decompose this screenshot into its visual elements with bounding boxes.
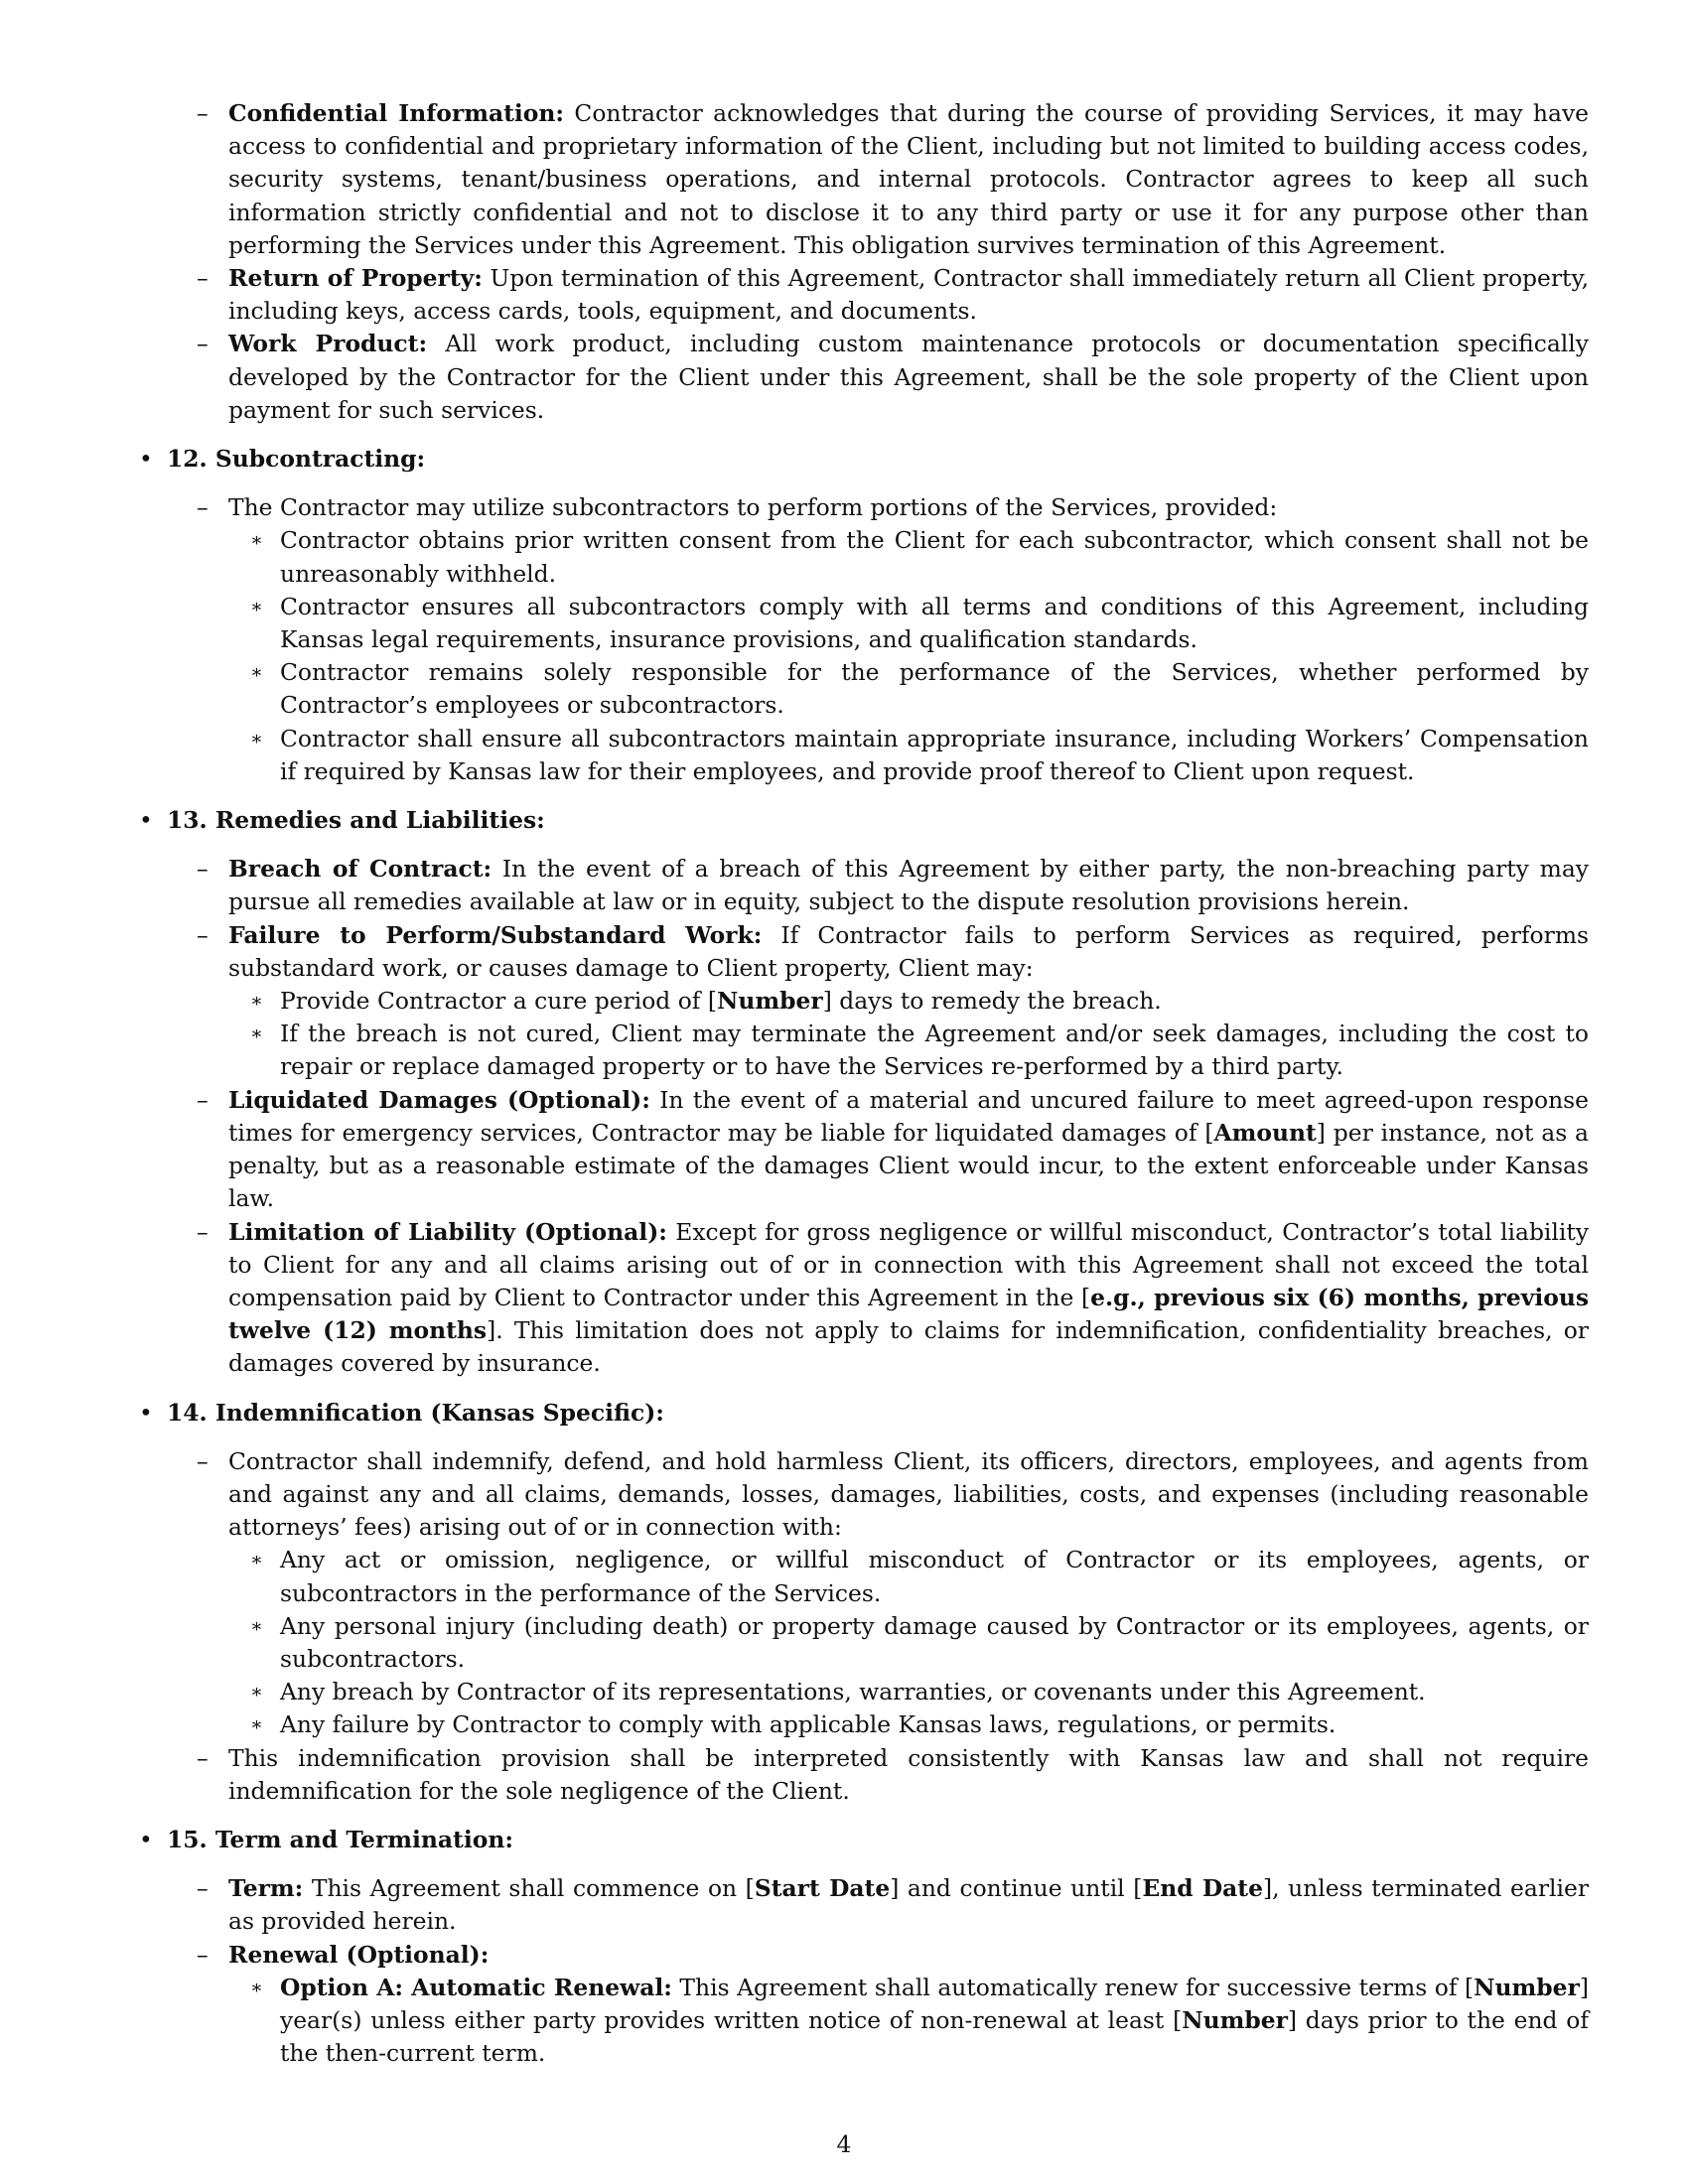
item-label: Breach of Contract: (228, 855, 492, 884)
dash-marker: – (197, 1085, 209, 1114)
list-item (129, 1708, 1589, 1741)
item-label: Failure to Perform/Substandard Work: (228, 920, 763, 949)
dash-marker: – (197, 99, 209, 127)
indemnification-lead (129, 1445, 1589, 1545)
item-text: ] days to remedy the breach. (822, 987, 1162, 1016)
item-label: Return of Property: (228, 264, 483, 293)
item-text: This indemnification provision shall be interpreted consistently with Kansas law and shall not require indemnification for the sole negligence of the Client. (228, 1743, 1589, 1805)
placeholder-end-date: End Date (1142, 1874, 1263, 1903)
star-marker: ∗ (250, 1614, 263, 1637)
bullet-marker: • (139, 806, 153, 835)
star-marker: ∗ (250, 661, 263, 684)
list-item (129, 524, 1589, 590)
item-text: Except for gross negligence or willful misconduct, Contractor’s total liability to Client for any and all claims arising out of or in connection with this Agreement shall not exceed the total compensation paid by Client to Contractor under this Agreement in the [ (228, 1217, 1589, 1311)
dash-marker: – (197, 1217, 209, 1246)
dash-marker: – (197, 1743, 209, 1772)
item-label: Term: (228, 1874, 304, 1903)
dash-marker: – (197, 493, 209, 522)
bullet-marker: • (139, 1398, 153, 1427)
star-marker: ∗ (250, 1681, 263, 1704)
item-label: Option A: Automatic Renewal: (280, 1973, 672, 2001)
item-text: The Contractor may utilize subcontractors to perform portions of the Services, provided: (228, 493, 1278, 522)
item-text: Provide Contractor a cure period of [ (280, 987, 717, 1016)
breach-of-contract-item (129, 853, 1589, 918)
item-label: Limitation of Liability (Optional): (228, 1217, 667, 1246)
work-product-item (129, 328, 1589, 427)
page-content (129, 97, 1589, 2070)
list-item (129, 985, 1589, 1018)
section-title: 12. Subcontracting: (167, 445, 426, 474)
dash-marker: – (197, 264, 209, 293)
subcontracting-lead (129, 491, 1589, 524)
dash-marker: – (197, 1446, 209, 1475)
star-marker: ∗ (250, 990, 263, 1013)
dash-marker: – (197, 330, 209, 358)
placeholder-number: Number (1474, 1973, 1580, 2001)
bullet-marker: • (139, 445, 153, 474)
item-label: Renewal (Optional): (228, 1940, 490, 1969)
item-text: Contractor obtains prior written consent from the Client for each subcontractor, which consent shall not be unreasonably withheld. (280, 526, 1589, 588)
list-item (129, 591, 1589, 656)
liquidated-damages-item (129, 1084, 1589, 1216)
indemnification-closing (129, 1742, 1589, 1808)
list-item (129, 656, 1589, 722)
item-text: If the breach is not cured, Client may terminate the Agreement and/or seek damages, including the cost to repair or replace damaged property or to have the Services re-performed by a third party. (280, 1020, 1589, 1081)
failure-to-perform-item (129, 919, 1589, 985)
section-title: 15. Term and Termination: (167, 1825, 513, 1853)
star-marker: ∗ (250, 1023, 263, 1045)
item-text: Contractor shall indemnify, defend, and hold harmless Client, its officers, directors, employees, and agents from and against any and all claims, demands, losses, damages, liabilities, costs, and expenses (including reasonable attorneys’ fees) arising out of or in connection with: (228, 1446, 1589, 1542)
item-text: ] year(s) unless either party provides written notice of non-renewal at least [ (280, 1973, 1589, 2034)
item-text: Contractor ensures all subcontractors comply with all terms and conditions of this Agreement, including Kansas legal requirements, insurance provisions, and qualification standards. (280, 592, 1589, 654)
option-a-item (129, 1972, 1589, 2071)
star-marker: ∗ (250, 1976, 263, 1998)
list-item (129, 1610, 1589, 1676)
item-text: All work product, including custom maintenance protocols or documentation specifically developed by the Contractor for the Client under this Agreement, shall be the sole property of the Client upon payment for such services. (228, 330, 1589, 424)
dash-marker: – (197, 855, 209, 884)
item-text: Contractor remains solely responsible for the performance of the Services, whether performed by Contractor’s employees or subcontractors. (280, 658, 1589, 720)
item-text: This Agreement shall commence on [ (303, 1874, 755, 1903)
item-label: Work Product: (228, 330, 428, 358)
placeholder-number: Number (717, 987, 823, 1016)
item-text: Any personal injury (including death) or property damage caused by Contractor or its employees, agents, or subcontractors. (280, 1611, 1589, 1673)
item-text: In the event of a material and uncured failure to meet agreed-upon response times for emergency services, Contractor may be liable for liquidated damages of [ (228, 1085, 1589, 1147)
list-item (129, 1544, 1589, 1609)
item-text: This Agreement shall automatically renew for successive terms of [ (671, 1973, 1475, 2001)
return-of-property-item (129, 262, 1589, 328)
star-marker: ∗ (250, 595, 263, 617)
dash-marker: – (197, 1874, 209, 1903)
section-13-heading (129, 804, 1589, 837)
placeholder-start-date: Start Date (754, 1874, 891, 1903)
item-text: Contractor shall ensure all subcontractors maintain appropriate insurance, including Workers’ Compensation if required by Kansas law for their employees, and provide proof thereof to Client upon request. (280, 724, 1589, 785)
item-text: Any failure by Contractor to comply with applicable Kansas laws, regulations, or permits. (280, 1710, 1336, 1739)
dash-marker: – (197, 1940, 209, 1969)
item-label: Liquidated Damages (Optional): (228, 1085, 650, 1114)
renewal-item (129, 1939, 1589, 1972)
confidential-information-item (129, 97, 1589, 262)
item-text: ] per instance, not as a penalty, but as a reasonable estimate of the damages Client would incur, to the extent enforceable under Kansas law. (228, 1118, 1590, 1213)
term-item (129, 1872, 1589, 1938)
section-15-heading (129, 1824, 1589, 1856)
item-text: Any breach by Contractor of its representations, warranties, or covenants under this Agreement. (280, 1678, 1426, 1706)
dash-marker: – (197, 920, 209, 949)
bullet-marker: • (139, 1825, 153, 1853)
section-title: 14. Indemnification (Kansas Specific): (167, 1398, 664, 1427)
placeholder-number: Number (1182, 2005, 1288, 2034)
page-number: 4 (836, 2130, 852, 2158)
placeholder-amount: Amount (1213, 1118, 1317, 1147)
section-title: 13. Remedies and Liabilities: (167, 806, 545, 835)
item-text: ], unless terminated earlier as provided herein. (228, 1874, 1590, 1936)
item-text: In the event of a breach of this Agreement by either party, the non-breaching party may pursue all remedies available at law or in equity, subject to the dispute resolution provisions herein. (228, 855, 1589, 916)
item-text: ]. This limitation does not apply to claims for indemnification, confidentiality breaches, or damages covered by insurance. (228, 1316, 1589, 1378)
star-marker: ∗ (250, 1713, 263, 1736)
list-item (129, 723, 1589, 788)
limitation-of-liability-item (129, 1216, 1589, 1381)
placeholder-period: e.g., previous six (6) months, previous twelve (12) months (228, 1283, 1589, 1345)
section-14-heading (129, 1397, 1589, 1430)
star-marker: ∗ (250, 529, 263, 552)
star-marker: ∗ (250, 727, 263, 750)
item-text: If Contractor fails to perform Services as required, performs substandard work, or causes damage to Client property, Client may: (228, 920, 1590, 982)
star-marker: ∗ (250, 1549, 263, 1571)
item-text: ] and continue until [ (890, 1874, 1143, 1903)
item-text: Contractor acknowledges that during the course of providing Services, it may have access to confidential and proprietary information of the Client, including but not limited to building access codes, security systems, tenant/business operations, and internal protocols. Contractor agrees to keep all such information strictly confidential and not to disclose it to any third party or use it for any purpose other than performing the Services under this Agreement. This obligation survives termination of this Agreement. (228, 99, 1590, 259)
section-12-heading (129, 443, 1589, 476)
list-item (129, 1018, 1589, 1083)
list-item (129, 1676, 1589, 1708)
item-text: ] days prior to the end of the then-current term. (280, 2005, 1589, 2068)
item-label: Confidential Information: (228, 99, 565, 127)
item-text: Any act or omission, negligence, or willful misconduct of Contractor or its employees, agents, or subcontractors in the performance of the Services. (280, 1546, 1589, 1607)
item-text: Upon termination of this Agreement, Contractor shall immediately return all Client property, including keys, access cards, tools, equipment, and documents. (228, 264, 1590, 326)
